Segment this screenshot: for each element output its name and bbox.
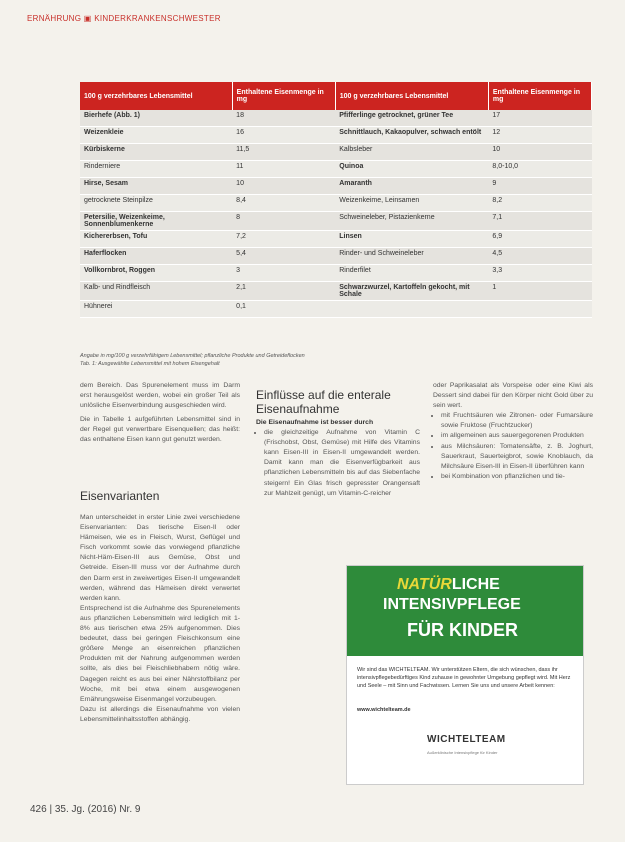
- table-cell: 7,2: [232, 231, 335, 248]
- bullet-list: [256, 428, 420, 499]
- table-row: [80, 110, 592, 127]
- table-cell: Kalbsleber: [335, 144, 488, 161]
- table-cell: Hühnerei: [80, 301, 232, 318]
- table-cell: 18: [232, 110, 335, 127]
- table-cell: 2,1: [232, 282, 335, 301]
- table-cell: 16: [232, 127, 335, 144]
- ad-url-link[interactable]: www.wichtelteam.de: [357, 707, 411, 713]
- table-cell: Schwarzwurzel, Kartoffeln gekocht, mit Schale: [335, 282, 488, 301]
- list-item: • mit Fruchtsäuren wie Zitronen- oder Fumarsäure sowie Fruktose (Fruchtzucker): [441, 411, 593, 431]
- table-cell: Kalb- und Rindfleisch: [80, 282, 232, 301]
- table-cell: Hirse, Sesam: [80, 178, 232, 195]
- table-row: [80, 265, 592, 282]
- table-cell: Pfifferlinge getrocknet, grüner Tee: [335, 110, 488, 127]
- table-cell: Rinder- und Schweineleber: [335, 248, 488, 265]
- table-cell: 8,0-10,0: [488, 161, 591, 178]
- ad-logo-tagline: Außerklinische Intensivpflege für Kinder: [427, 750, 498, 755]
- table-cell: [488, 301, 591, 318]
- table-cell: 8,4: [232, 195, 335, 212]
- table-cell: 10: [232, 178, 335, 195]
- caption-title: Tab. 1: Ausgewählte Lebensmittel mit hohem Eisengehalt: [80, 361, 220, 367]
- list-item: • die gleichzeitige Aufnahme von Vitamin C (Frischobst, Obst, Gemüse) mit Hilfe des Vitamins kann Eisen-III in Eisen-II umgewandelt werden. Damit kann man die Eisenverfügbarkeit aus pflanzlichen Lebensmitteln bis auf das Siebenfache steigern! Ein Glas frisch gepresster Orangensaft zur Mahlzeit genügt, um Vitamin-C-reicher: [264, 428, 420, 499]
- table-cell: 17: [488, 110, 591, 127]
- table-row: [80, 144, 592, 161]
- table-cell: 0,1: [232, 301, 335, 318]
- table-cell: Schnittlauch, Kakaopulver, schwach entölt: [335, 127, 488, 144]
- table-cell: 11: [232, 161, 335, 178]
- table-header: Enthaltene Eisenmenge in mg: [488, 82, 591, 110]
- table-cell: Schweineleber, Pistazienkerne: [335, 212, 488, 231]
- page-header: [27, 14, 221, 23]
- table-row: [80, 195, 592, 212]
- table-cell: 8,2: [488, 195, 591, 212]
- table-row: [80, 127, 592, 144]
- advertisement[interactable]: [346, 565, 584, 785]
- ad-title-line3: FÜR KINDER: [407, 620, 518, 640]
- ad-banner: [347, 566, 583, 656]
- bullet-list: [433, 411, 593, 482]
- table-cell: 6,9: [488, 231, 591, 248]
- caption-note: Angabe in mg/100 g verzehrfähigem Lebensmittel; pflanzliche Produkte und Getreideflocken: [80, 353, 305, 359]
- table-cell: 12: [488, 127, 591, 144]
- section-heading: Einflüsse auf die enterale Eisenaufnahme: [256, 388, 391, 416]
- header-separator-icon: ▣: [83, 14, 95, 23]
- table-cell: Amaranth: [335, 178, 488, 195]
- paragraph: dem Bereich. Das Spurenelement muss im Darm erst herausgelöst werden, wobei ein großer Teil als unlösliche Eisenverbindung ausgeschieden wird.: [80, 382, 240, 410]
- section-heading: Eisenvarianten: [80, 489, 160, 503]
- paragraph: Entsprechend ist die Aufnahme des Spurenelements aus pflanzlichen Lebensmitteln wird lediglich mit 1-8% aus tierischen etwa 25% aufgenommen. Dies bedeutet, dass bei geringen Fleischkonsum eine größere Menge an eisenreichen pflanzlichen Produkten mit der Nahrung aufgenommen werden sollte, als dies bei Fleischliebhabern nötig wäre. Dagegen reicht es aus bei einer Nährstoffbilanz per Woche, mit bei etwa einem ausgewogenen Ernährungsweise Eisenmangel vorzubeugen.: [80, 604, 240, 703]
- table-row: [80, 301, 592, 318]
- article-column-middle: [256, 418, 420, 499]
- table-cell: Rinderniere: [80, 161, 232, 178]
- table-cell: Vollkornbrot, Roggen: [80, 265, 232, 282]
- header-section: ERNÄHRUNG: [27, 14, 82, 23]
- paragraph-lead: Die Eisenaufnahme ist besser durch: [256, 419, 374, 426]
- table-cell: 3,3: [488, 265, 591, 282]
- table-cell: Haferflocken: [80, 248, 232, 265]
- table-header: 100 g verzehrbares Lebensmittel: [335, 82, 488, 110]
- table-row: [80, 161, 592, 178]
- table-cell: Weizenkleie: [80, 127, 232, 144]
- list-item: • im allgemeinen aus sauergegorenen Produkten: [441, 431, 593, 441]
- ad-title-line2: INTENSIVPFLEGE: [383, 596, 521, 613]
- ad-logo: WICHTELTEAM: [427, 734, 506, 745]
- table-cell: Petersilie, Weizenkeime, Sonnenblumenkerne: [80, 212, 232, 231]
- table-cell: 9: [488, 178, 591, 195]
- table-row: [80, 248, 592, 265]
- table-cell: Bierhefe (Abb. 1): [80, 110, 232, 127]
- article-column-left-lower: [80, 513, 240, 725]
- paragraph: oder Paprikasalat als Vorspeise oder eine Kiwi als Dessert sind dabei für den Körper nicht Gold über zu sein wert.: [433, 382, 593, 410]
- ad-title-line1: NATÜRLICHE: [397, 576, 500, 593]
- table-cell: Rinderfilet: [335, 265, 488, 282]
- table-row: [80, 178, 592, 195]
- table-cell: Kürbiskerne: [80, 144, 232, 161]
- table-cell: 10: [488, 144, 591, 161]
- paragraph: Die in Tabelle 1 aufgeführten Lebensmittel sind in der Regel gut verwertbare Eisenquellen; das heißt: das enthaltene Eisen kann gut genutzt werden.: [80, 416, 240, 444]
- table-cell: 4,5: [488, 248, 591, 265]
- table-cell: Kichererbsen, Tofu: [80, 231, 232, 248]
- article-column-left: [80, 381, 240, 446]
- iron-content-table: [80, 82, 592, 318]
- list-item: • bei Kombination von pflanzlichen und tie-: [441, 472, 593, 482]
- paragraph: Man unterscheidet in erster Linie zwei verschiedene Eisenvarianten: Das tierische Eisen-II oder Hämeisen, wie es in Fleisch, Wurst, Geflügel und Fisch vorkommt sowie das vorwiegend pflanzliche Nicht-Häm-Eisen-III aus Gemüse, Obst und Getreide. Eisen-III muss vor der Aufnahme durch den Darm erst in zweiwertiges Eisen-II umgewandelt werden, während das Hämeisen direkt verwertet werden kann.: [80, 514, 240, 602]
- table-row: [80, 282, 592, 301]
- table-header: 100 g verzehrbares Lebensmittel: [80, 82, 232, 110]
- paragraph: Dazu ist allerdings die Eisenaufnahme von vielen Lebensmittelinhaltsstoffen abhängig.: [80, 705, 240, 723]
- table-caption: [80, 352, 592, 368]
- table-row: [80, 231, 592, 248]
- ad-body-text: Wir sind das WICHTELTEAM. Wir unterstützen Eltern, die sich wünschen, dass ihr intensivpflegebedürftiges Kind zuhause in gewohnter Umgebung gepflegt wird. Mit Herz und Seele – mit Sinn und Fachwissen. Lernen Sie uns und unsere Arbeit kennen:: [357, 667, 571, 689]
- table-header-row: [80, 82, 592, 110]
- table-cell: Linsen: [335, 231, 488, 248]
- table-cell: 1: [488, 282, 591, 301]
- header-journal: KINDERKRANKENSCHWESTER: [94, 14, 221, 23]
- table-cell: getrocknete Steinpilze: [80, 195, 232, 212]
- table-cell: [335, 301, 488, 318]
- page-footer: 426 | 35. Jg. (2016) Nr. 9: [30, 804, 141, 815]
- table-header: Enthaltene Eisenmenge in mg: [232, 82, 335, 110]
- table-cell: Quinoa: [335, 161, 488, 178]
- table-cell: 7,1: [488, 212, 591, 231]
- article-column-right: [433, 381, 593, 482]
- list-item: • aus Milchsäuren: Tomatensäfte, z. B. Joghurt, Sauerkraut, Sauerteigbrot, sowie Knoblauch, da Milchsäure Eisen-III in Eisen-II überführen kann: [441, 442, 593, 472]
- table-cell: 5,4: [232, 248, 335, 265]
- table-cell: 11,5: [232, 144, 335, 161]
- table-row: [80, 212, 592, 231]
- table-cell: 3: [232, 265, 335, 282]
- table-cell: 8: [232, 212, 335, 231]
- table-cell: Weizenkeime, Leinsamen: [335, 195, 488, 212]
